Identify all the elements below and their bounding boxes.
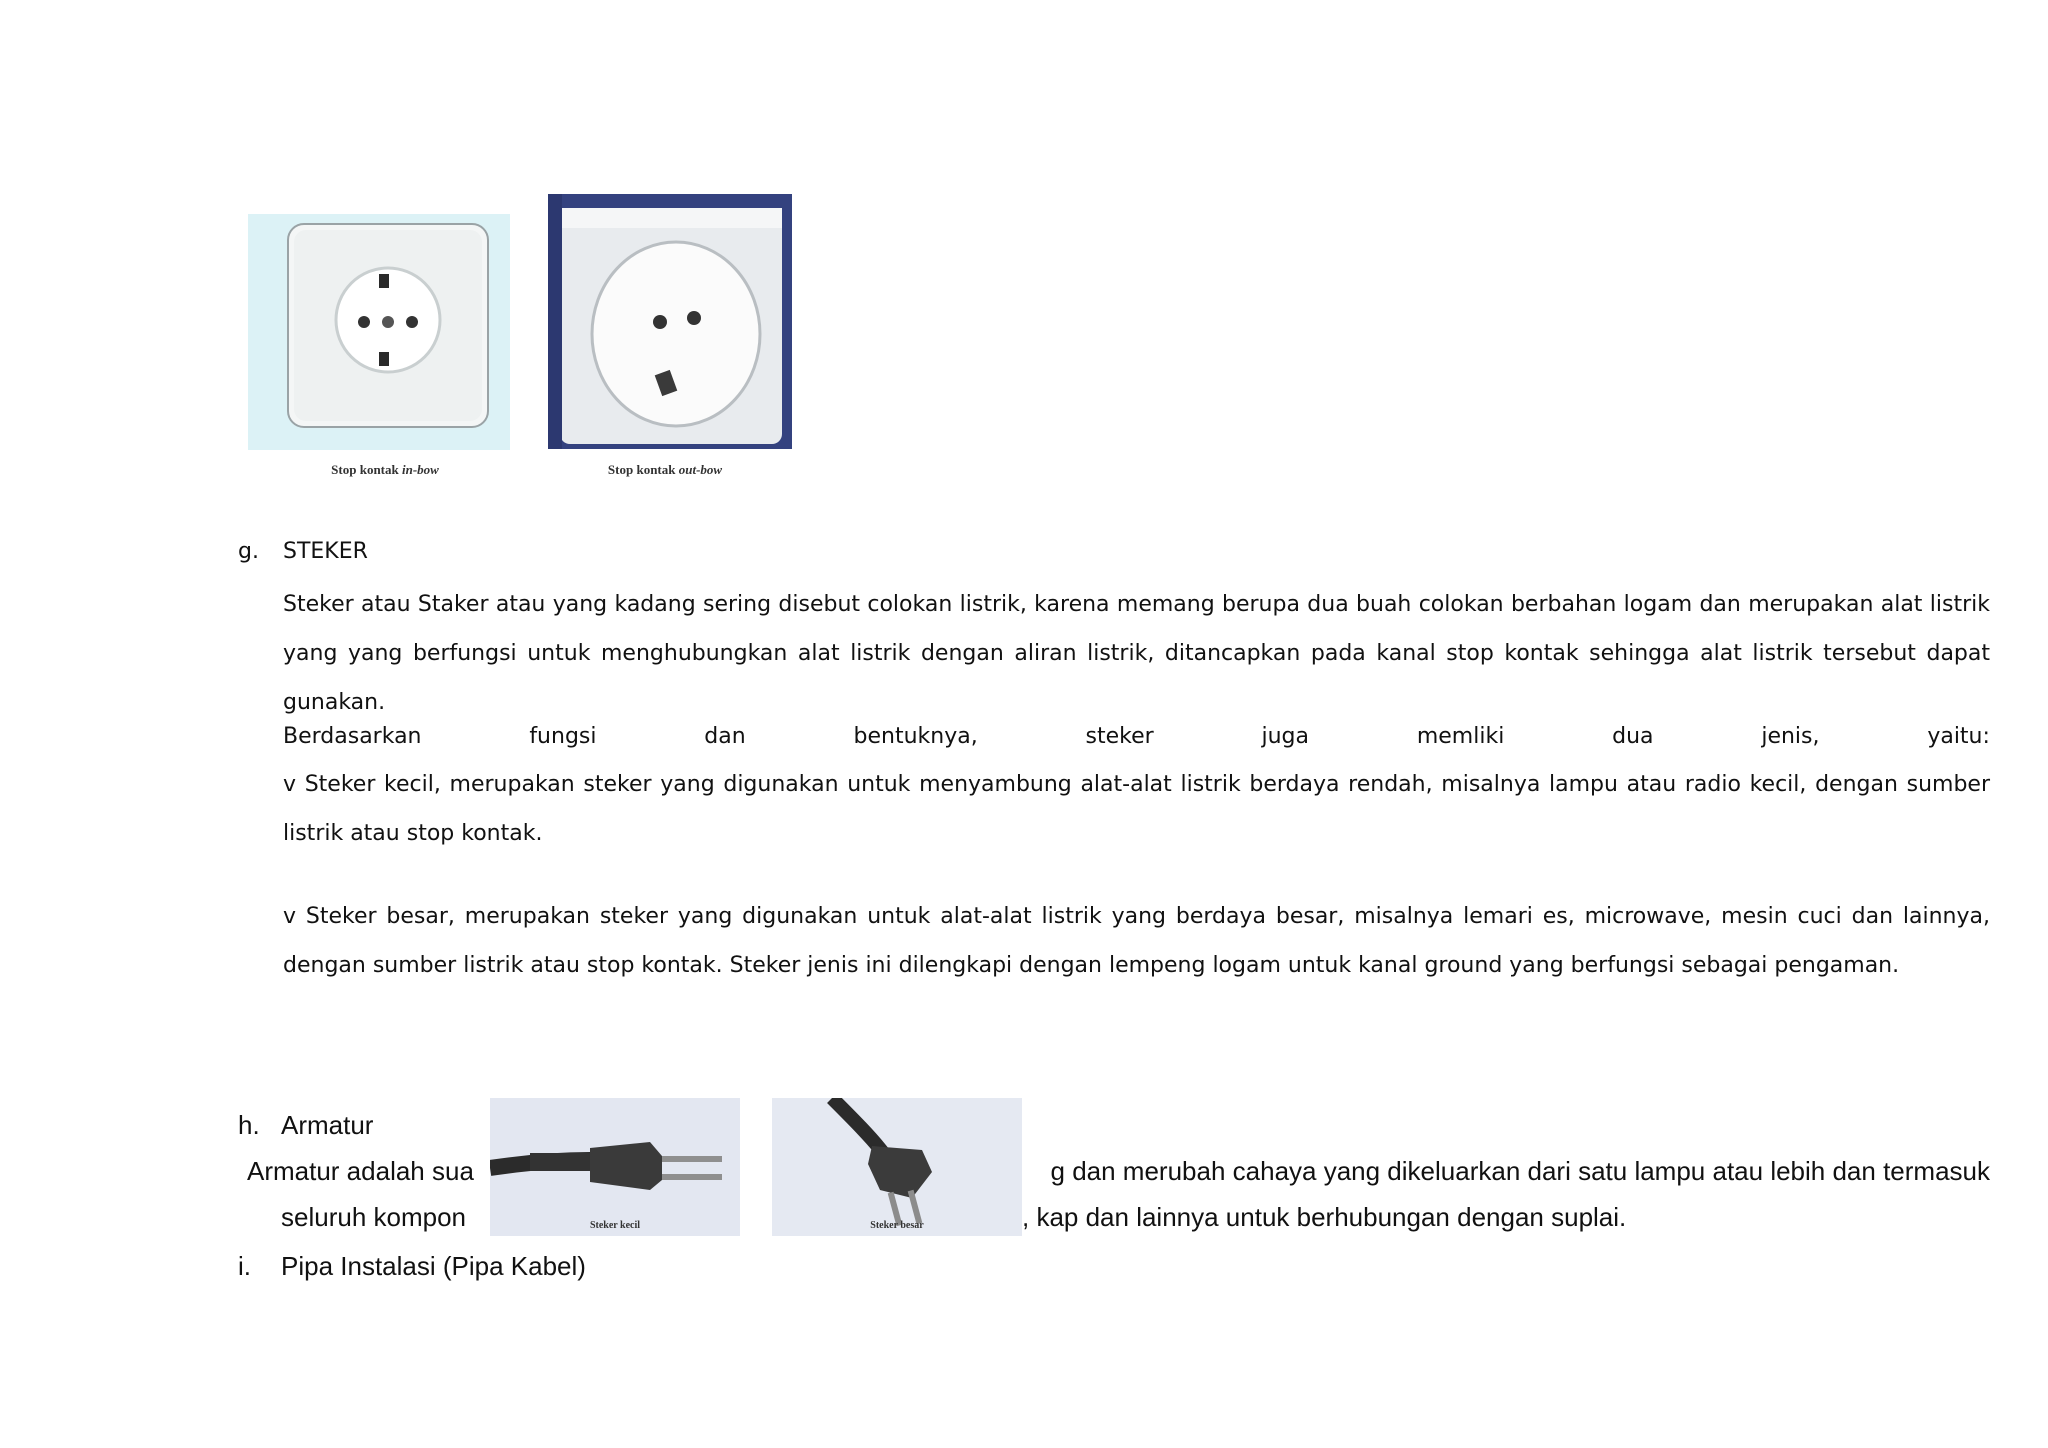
intro-word: memliki	[1416, 724, 1505, 749]
intro-word: jenis,	[1761, 724, 1820, 749]
intro-word: Berdasarkan	[283, 724, 422, 749]
section-h-line2-left: seluruh kompon	[281, 1202, 466, 1232]
section-g-title: STEKER	[283, 539, 368, 564]
socket-out-bow-caption: Stop kontak out-bow	[607, 462, 723, 477]
section-i-marker: i.	[238, 1251, 251, 1281]
small-plug-caption: Steker kecil	[589, 1220, 641, 1231]
intro-word: dua	[1612, 724, 1654, 749]
section-g-marker: g.	[238, 539, 259, 564]
large-plug-caption: Steker besar	[870, 1220, 924, 1231]
section-h-line1-left: Armatur adalah sua	[247, 1156, 474, 1186]
section-h-line1-right: g dan merubah cahaya yang dikeluarkan dari satu lampu atau lebih dan termasuk	[1050, 1156, 1990, 1186]
intro-word: dan	[704, 724, 746, 749]
intro-word: yaitu:	[1927, 724, 1990, 749]
section-h-title: Armatur	[281, 1110, 374, 1140]
section-g-item-large-plug: v Steker besar, merupakan steker yang digunakan untuk alat-alat listrik yang berdaya besar, misalnya lemari es, microwave, mesin cuci dan lainnya, dengan sumber listrik atau stop kontak. Steker jenis ini dilengkapi dengan lempeng logam untuk kanal ground yang berfungsi sebagai pengaman.	[283, 904, 1990, 978]
large-plug-photo	[772, 1098, 1022, 1236]
section-g-item-small-plug: v Steker kecil, merupakan steker yang digunakan untuk menyambung alat-alat listrik berdaya rendah, misalnya lampu atau radio kecil, dengan sumber listrik atau stop kontak.	[283, 772, 1990, 846]
intro-word: juga	[1261, 724, 1310, 749]
section-g-paragraph-1: Steker atau Staker atau yang kadang sering disebut colokan listrik, karena memang berupa dua buah colokan berbahan logam dan merupakan alat listrik yang yang berfungsi untuk menghubungkan alat listrik dengan aliran listrik, ditancapkan pada kanal stop kontak sehingga alat listrik tersebut dapat gunakan.	[283, 592, 1990, 715]
small-plug-photo	[490, 1098, 740, 1236]
section-i-title: Pipa Instalasi (Pipa Kabel)	[281, 1251, 586, 1281]
socket-out-bow-photo	[548, 194, 792, 449]
socket-in-bow-caption: Stop kontak in-bow	[331, 462, 439, 477]
intro-word: steker	[1085, 724, 1154, 749]
intro-word: fungsi	[529, 724, 597, 749]
section-g-intro-line	[283, 712, 1990, 761]
section-h-line2-right: , kap dan lainnya untuk berhubungan dengan suplai.	[1022, 1202, 1627, 1232]
intro-word: bentuknya,	[853, 724, 978, 749]
section-h-marker: h.	[238, 1110, 260, 1140]
socket-in-bow-photo	[248, 214, 510, 450]
